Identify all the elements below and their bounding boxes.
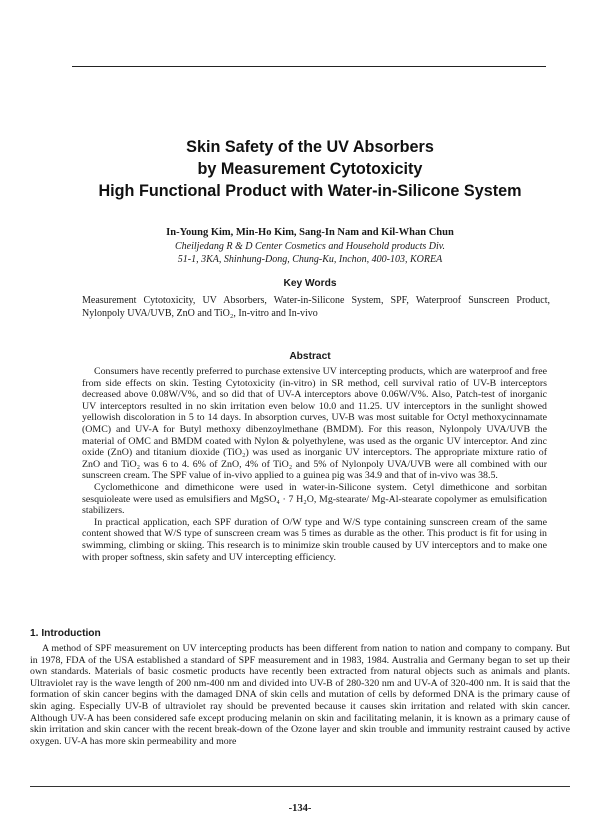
title-line: Skin Safety of the UV Absorbers — [186, 138, 434, 156]
introduction-body — [30, 643, 570, 747]
header-rule — [72, 66, 546, 67]
paper-title — [40, 136, 580, 202]
abstract-body — [82, 366, 547, 563]
abstract-paragraph: Cyclomethicone and dimethicone were used in water-in-Silicone system. Cetyl dimethicone and sorbitan sesquioleate were used as emulsifiers and MgSO₄ · 7 H₂O, Mg-stearate/ Mg-Al-stearate copolymer as emulsification stabilizers. — [82, 481, 547, 517]
author-list: In-Young Kim, Min-Ho Kim, Sang-In Nam and Kil-Whan Chun — [166, 227, 454, 238]
abstract-paragraph: Consumers have recently preferred to purchase extensive UV intercepting products, which are waterproof and free from side effects on skin. Testing Cytotoxicity (in-vitro) in SR method, cell survival ratio of UV-B interceptors decreased above 0.08W/V%, and so did that of UV-A interceptors above 0.06W/V%. Also, Patch-test of inorganic UV interceptors resulted in no skin irritation even below 10.0 and 11.25. UV interceptors in the sunlight showed yellowish discoloration in 5 to 14 days. In absorption curves, UV-B was most suitable for Octyl methoxycinnamate (OMC) and UV-A for Butyl methoxy dibenzoylmethane (BMDM). For this reason, Nylonpoly UVA/UVB the material of OMC and BMDM coated with Nylon & polyethylene, was used as the organic UV interceptor. And zinc oxide (ZnO) and titanium dioxide (TiO₂) was used as inorganic UV interceptors. The appropriate mixture ratio of ZnO and TiO₂ was 6 to 4. 6% of ZnO, 4% of TiO₂ and 5% of Nylonpoly UVA/UVB were all combined with our sunscreen cream. The SPF value of in-vivo applied to a guinea pig was 34.9 and that of in-vivo was 38.5. — [82, 366, 547, 482]
abstract-paragraph: In practical application, each SPF duration of O/W type and W/S type containing sunscreen cream of the same content showed that W/S type of sunscreen cream was 5 times as durable as the other. This product is fit for using in swimming, climbing or skiing. This research is to minimize skin trouble caused by UV interceptors and to make one with proper softness, skin safety and UV intercepting efficiency. — [82, 516, 547, 563]
footer-rule — [30, 786, 570, 787]
introduction-paragraph: A method of SPF measurement on UV intercepting products has been different from nation to nation and company to company. But in 1978, FDA of the USA established a standard of SPF measurement and in 1983, 1984. Australia and Germany began to set up their own standards. Materials of basic cosmetic products have recently been extracted from natural objects such as animals and plants. Ultraviolet ray is the wave length of 200 nm-400 nm and divided into UV-B of 280-320 nm and UV-A of 320-400 nm. It is said that the formation of skin cancer begins with the damaged DNA of skin cells and mutation of cells by deformed DNA is the primary cause of skin aging. Especially UV-B of ultraviolet ray should be prevented because it causes skin irritation and related with skin cancer. Although UV-A has been considered safe except producing melanin on skin and facilitating melanin, it is known as a primary cause of skin irritation and skin cancer with the recent break-down of the Ozone layer and skin trouble and immunity restraint caused by active oxygen. UV-A has more skin permeability and more — [30, 643, 570, 747]
title-line: by Measurement Cytotoxicity — [197, 160, 423, 178]
keywords-text: Measurement Cytotoxicity, UV Absorbers, Water-in-Silicone System, SPF, Waterproof Sunscreen Product, Nylonpoly UVA/UVB, ZnO and TiO₂, In-vitro and In-vivo — [82, 295, 550, 319]
abstract-heading: Abstract — [289, 351, 331, 362]
title-line: High Functional Product with Water-in-Silicone System — [98, 182, 522, 200]
affiliation-line: Cheiljedang R & D Center Cosmetics and Household products Div. — [175, 241, 445, 252]
affiliation-line: 51-1, 3KA, Shinhung-Dong, Chung-Ku, Inchon, 400-103, KOREA — [177, 254, 443, 265]
keywords-heading: Key Words — [283, 278, 337, 289]
page-number: -134- — [288, 803, 312, 814]
introduction-heading: 1. Introduction — [30, 628, 101, 639]
